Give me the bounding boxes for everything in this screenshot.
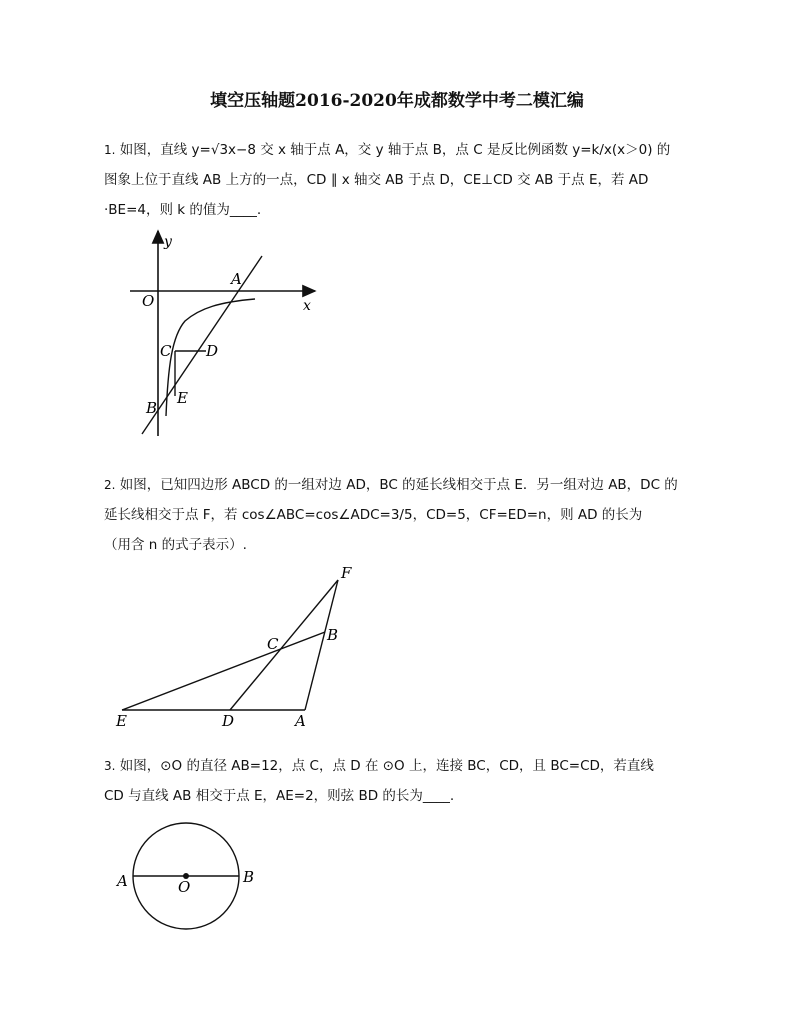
label-a: A <box>231 270 242 288</box>
label-f: F <box>341 564 352 582</box>
question-3-text-1: 如图，⊙O 的直径 AB=12，点 C，点 D 在 ⊙O 上，连接 BC，CD，且 BC=CD，若直线 <box>119 758 654 774</box>
label-o: O <box>142 292 155 310</box>
question-1-line-1 <box>104 135 704 165</box>
question-3-figure <box>112 820 272 935</box>
label-d: D <box>206 342 219 360</box>
question-1-figure <box>130 226 330 441</box>
label-d: D <box>222 712 235 730</box>
label-b: B <box>146 399 158 417</box>
label-o: O <box>178 878 191 896</box>
question-1-line-3: ·BE=4，则 k 的值为____. <box>104 202 262 218</box>
question-1-line-2: 图象上位于直线 AB 上方的一点，CD ∥ x 轴交 AB 于点 D，CE⊥CD 交 AB 于点 E，若 AD <box>104 172 649 188</box>
question-3-line-2: CD 与直线 AB 相交于点 E，AE=2，则弦 BD 的长为____. <box>104 788 455 804</box>
label-x: x <box>303 298 311 314</box>
question-2-number: 2. <box>104 478 116 492</box>
label-a: A <box>117 872 128 890</box>
label-e: E <box>116 712 127 730</box>
question-1 <box>104 135 704 225</box>
label-b: B <box>243 868 255 886</box>
segment-eb <box>122 632 325 710</box>
question-1-number: 1. <box>104 143 116 157</box>
question-2-line-1 <box>104 470 704 500</box>
label-b: B <box>327 626 339 644</box>
question-3 <box>104 751 704 811</box>
question-2 <box>104 470 704 560</box>
page-title: 填空压轴题2016-2020年成都数学中考二模汇编 <box>210 91 584 111</box>
label-a: A <box>295 712 306 730</box>
question-2-text-1: 如图，已知四边形 ABCD 的一组对边 AD，BC 的延长线相交于点 E．另一组对边 AB，DC 的 <box>119 477 678 493</box>
label-e: E <box>177 389 188 407</box>
question-3-number: 3. <box>104 759 116 773</box>
label-c: C <box>267 635 279 653</box>
label-y: y <box>164 234 172 250</box>
question-1-text-1: 如图，直线 y=√3x−8 交 x 轴于点 A，交 y 轴于点 B，点 C 是反比例函数 y=k/x(x＞0) 的 <box>119 142 671 158</box>
question-3-line-1 <box>104 751 704 781</box>
question-2-line-3: （用含 n 的式子表示）. <box>104 537 247 553</box>
label-c: C <box>160 342 172 360</box>
question-2-line-2: 延长线相交于点 F，若 cos∠ABC=cos∠ADC=3/5，CD=5，CF=ED=n，则 AD 的长为 <box>104 507 643 523</box>
question-2-figure <box>110 560 370 735</box>
